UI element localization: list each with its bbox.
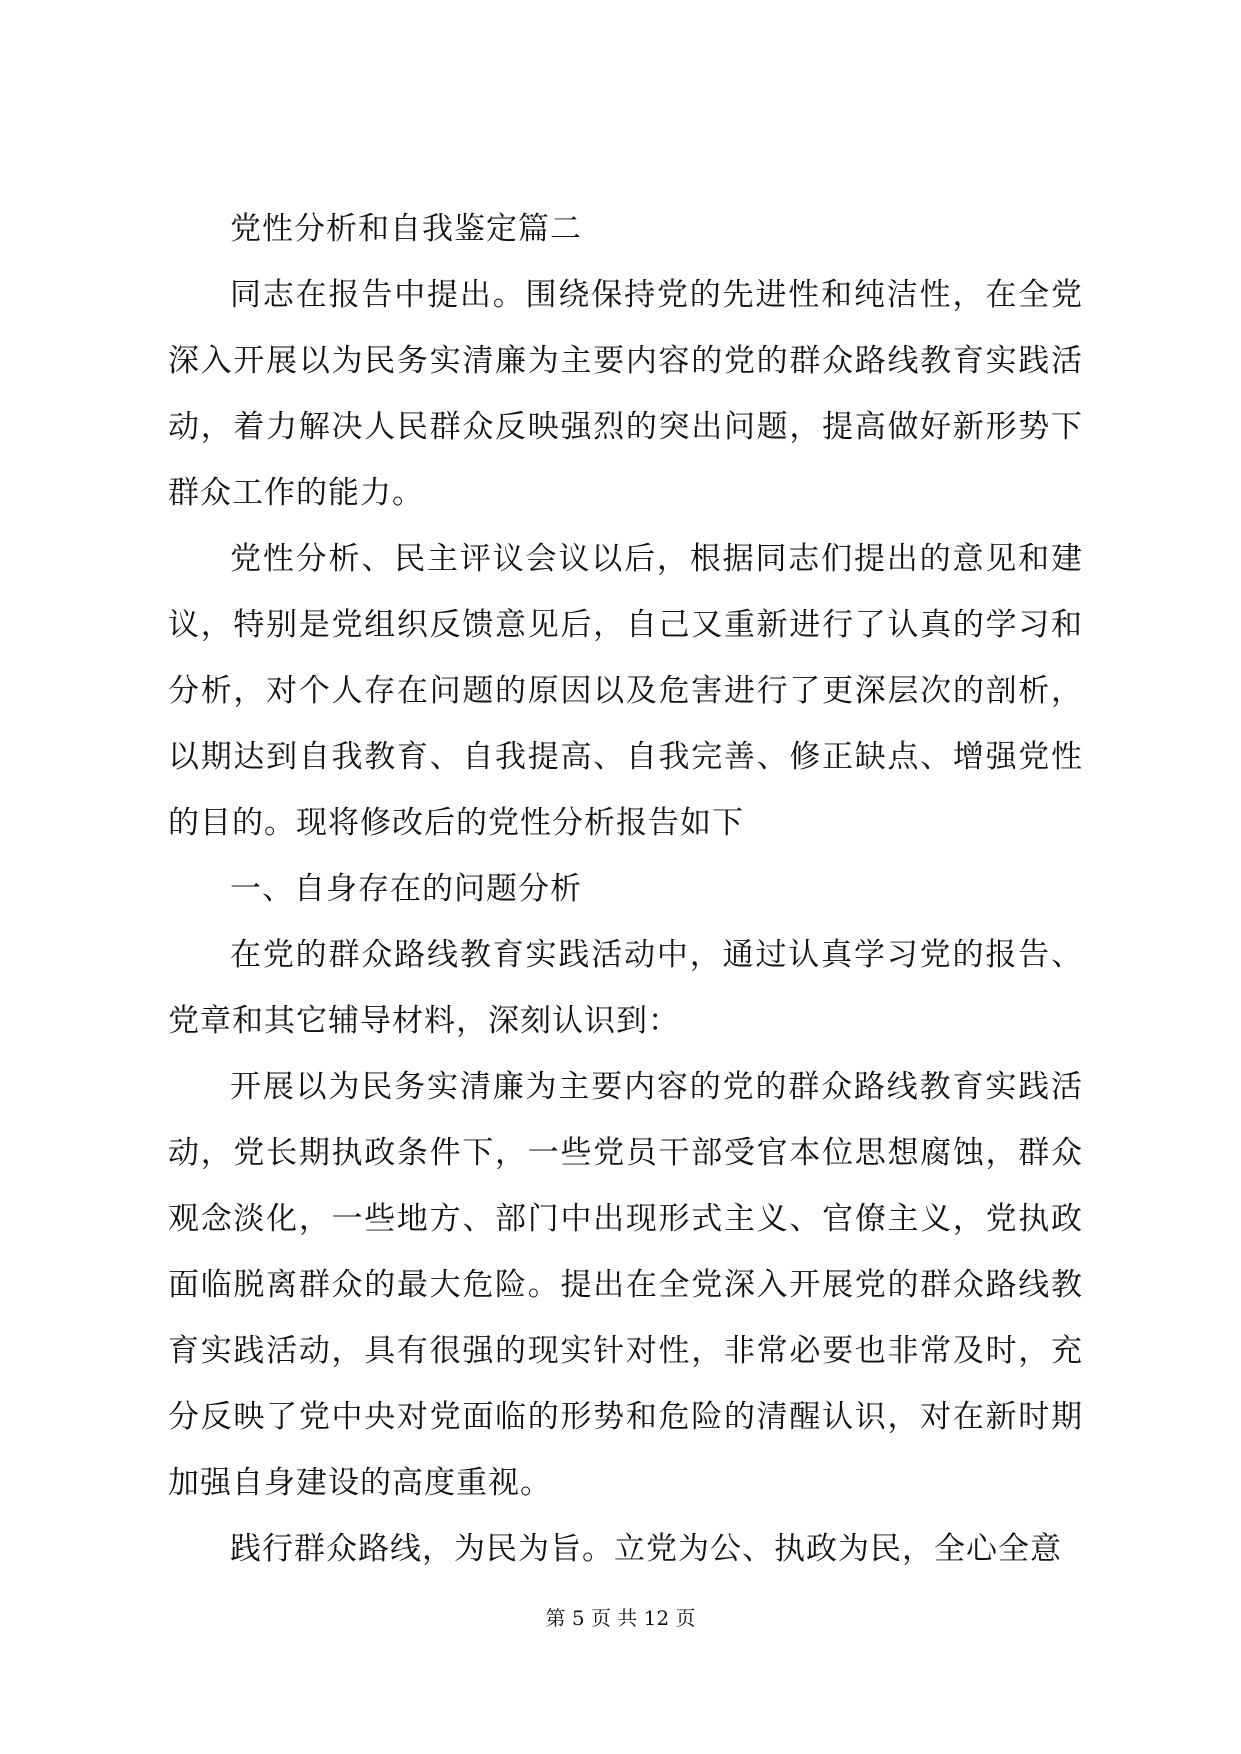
paragraph-3: 在党的群众路线教育实践活动中，通过认真学习党的报告、党章和其它辅导材料，深刻认识到： — [168, 937, 1083, 1039]
paragraph-1: 同志在报告中提出。围绕保持党的先进性和纯洁性，在全党深入开展以为民务实清廉为主要内容的党的群众路线教育实践活动，着力解决人民群众反映强烈的突出问题，提高做好新形势下群众工作的能力。 — [168, 277, 1083, 511]
section-heading: 一、自身存在的问题分析 — [230, 871, 582, 907]
document-body — [168, 196, 1083, 1582]
paragraph-2: 党性分析、民主评议会议以后，根据同志们提出的意见和建议，特别是党组织反馈意见后，自己又重新进行了认真的学习和分析，对个人存在问题的原因以及危害进行了更深层次的剖析，以期达到自我教育、自我提高、自我完善、修正缺点、增强党性的目的。现将修改后的党性分析报告如下 — [168, 541, 1083, 841]
document-title: 党性分析和自我鉴定篇二 — [230, 211, 582, 247]
paragraph-5: 践行群众路线，为民为旨。立党为公、执政为民，全心全意 — [230, 1531, 1062, 1567]
paragraph-4: 开展以为民务实清廉为主要内容的党的群众路线教育实践活动，党长期执政条件下，一些党员干部受官本位思想腐蚀，群众观念淡化，一些地方、部门中出现形式主义、官僚主义，党执政面临脱离群众的最大危险。提出在全党深入开展党的群众路线教育实践活动，具有很强的现实针对性，非常必要也非常及时，充分反映了党中央对党面临的形势和危险的清醒认识，对在新时期加强自身建设的高度重视。 — [168, 1069, 1083, 1501]
page-footer: 第 5 页 共 12 页 — [545, 1606, 696, 1630]
